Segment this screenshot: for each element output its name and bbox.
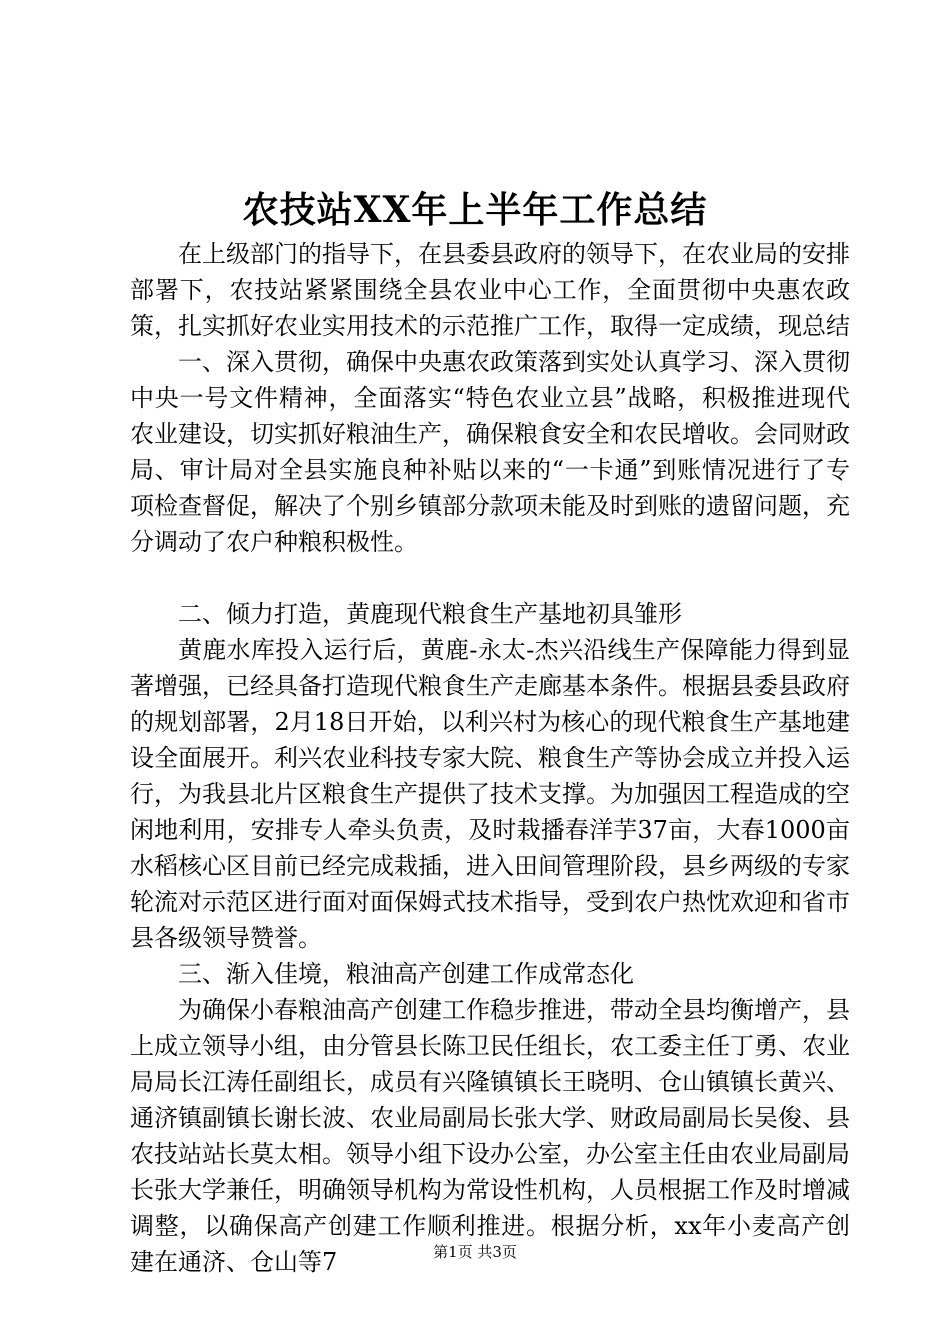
paragraph-section-3: 为确保小春粮油高产创建工作稳步推进，带动全县均衡增产，县上成立领导小组，由分管县长陈卫民任组长，农工委主任丁勇、农业局局长江涛任副组长，成员有兴隆镇镇长王晓明、仓山镇镇长黄兴、通济镇副镇长谢长波、农业局副局长张大学、财政局副局长吴俊、县农技站站长莫太相。领导小组下设办公室，办公室主任由农业局副局长张大学兼任，明确领导机构为常设性机构，人员根据工作及时增减调整，以确保高产创建工作顺利推进。根据分析，xx年小麦高产创建在通济、仓山等7 <box>130 996 850 1276</box>
paragraph-section-2: 黄鹿水库投入运行后，黄鹿-永太-杰兴沿线生产保障能力得到显著增强，已经具备打造现代粮食生产走廊基本条件。根据县委县政府的规划部署，2月18日开始，以利兴村为核心的现代粮食生产基地建设全面展开。利兴农业科技专家大院、粮食生产等协会成立并投入运行，为我县北片区粮食生产提供了技术支撑。为加强因工程造成的空闲地利用，安排专人牵头负责，及时栽播春洋芋37亩，大春1000亩水稻核心区目前已经完成栽插，进入田间管理阶段，县乡两级的专家轮流对示范区进行面对面保姆式技术指导，受到农户热忱欢迎和省市县各级领导赞誉。 <box>130 636 850 952</box>
section-3-heading: 三、渐入佳境，粮油高产创建工作成常态化 <box>178 960 634 988</box>
paragraph-section-1: 一、深入贯彻，确保中央惠农政策落到实处认真学习、深入贯彻中央一号文件精神，全面落实“特色农业立县”战略，积极推进现代农业建设，切实抓好粮油生产，确保粮食安全和农民增收。会同财政局、审计局对全县实施良种补贴以来的“一卡通”到账情况进行了专项检查督促，解决了个别乡镇部分款项未能及时到账的遗留问题，充分调动了农户种粮积极性。 <box>130 348 850 556</box>
document-title: 农技站XX年上半年工作总结 <box>242 189 708 231</box>
page-footer: 第1页 共3页 <box>433 1243 517 1261</box>
paragraph-intro: 在上级部门的指导下，在县委县政府的领导下，在农业局的安排部署下，农技站紧紧围绕全县农业中心工作，全面贯彻中央惠农政策，扎实抓好农业实用技术的示范推广工作，取得一定成绩，现总结 <box>130 240 850 340</box>
section-2-heading: 二、倾力打造，黄鹿现代粮食生产基地初具雏形 <box>178 600 682 628</box>
document-body <box>130 236 850 1280</box>
